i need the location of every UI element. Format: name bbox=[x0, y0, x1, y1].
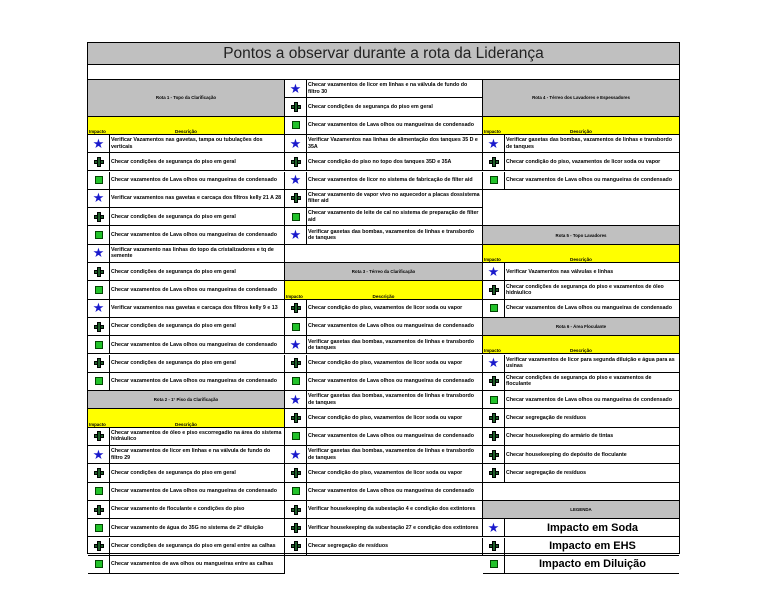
green-square-icon bbox=[292, 213, 300, 221]
item-description: Checar condições de segurança do piso em geral bbox=[111, 360, 236, 367]
green-cross-icon bbox=[489, 468, 499, 478]
star-icon: ★ bbox=[92, 446, 105, 462]
impact-cell bbox=[88, 281, 110, 298]
green-cross-icon bbox=[94, 212, 104, 222]
green-cross-icon bbox=[94, 267, 104, 277]
impact-cell bbox=[483, 464, 505, 481]
checklist-item bbox=[285, 208, 483, 226]
item-description: Checar condições de segurança do piso e vazamentos de floculante bbox=[506, 375, 652, 388]
checklist-item bbox=[88, 519, 285, 537]
item-description: Checar condição do piso, vazamentos de licor soda ou vapor bbox=[308, 469, 463, 476]
green-cross-icon bbox=[489, 285, 499, 295]
checklist-item bbox=[88, 153, 285, 171]
item-description: Checar vazamento de floculante e condições do piso bbox=[111, 506, 245, 513]
green-square-icon bbox=[490, 396, 498, 404]
impact-cell bbox=[285, 172, 307, 189]
item-description: Verificar housekeeping da subestação 4 e condição dos extintores bbox=[308, 506, 476, 513]
checklist-item bbox=[285, 428, 483, 446]
checklist-item bbox=[285, 501, 483, 519]
item-description: Checar vazamentos de Lava olhos ou mangueiras de condensado bbox=[111, 488, 278, 495]
item-description: Checar vazamentos de licor no sistema de fabricação de filter aid bbox=[308, 177, 473, 184]
impact-cell bbox=[88, 373, 110, 390]
section-header: Rota 4 - Térreo dos Lavadores e Espessadores bbox=[483, 80, 679, 117]
star-icon: ★ bbox=[487, 355, 500, 371]
impact-cell bbox=[88, 483, 110, 500]
impact-cell bbox=[285, 483, 307, 500]
checklist-item bbox=[483, 135, 679, 153]
legend-item bbox=[483, 538, 679, 556]
checklist-item bbox=[285, 153, 483, 171]
description-header: Descrição bbox=[570, 348, 592, 354]
column-header-row bbox=[285, 281, 483, 299]
legend-item bbox=[483, 556, 679, 574]
impact-cell bbox=[88, 172, 110, 189]
item-description: Checar condição do piso, vazamentos de licor soda ou vapor bbox=[506, 158, 661, 165]
item-description: Checar vazamentos de ava olhos ou mangueiras entre as calhas bbox=[111, 561, 274, 568]
section-header: Rota 3 - Térreo da Clarificação bbox=[285, 263, 483, 281]
impact-cell bbox=[483, 428, 505, 445]
checklist-item bbox=[285, 483, 483, 501]
checklist-item bbox=[88, 336, 285, 354]
item-description: Verificar Vazamentos nas gavetas, tampa ou tubulações dos verticais bbox=[111, 137, 263, 150]
green-square-icon bbox=[95, 341, 103, 349]
item-description: Checar segregação de resíduos bbox=[506, 469, 587, 476]
item-description: Checar vazamentos de Lava olhos ou mangueiras de condensado bbox=[308, 323, 475, 330]
item-description: Checar housekeeping do armário de tintas bbox=[506, 433, 614, 440]
impact-cell bbox=[88, 226, 110, 243]
checklist-item bbox=[483, 263, 679, 281]
checklist-item bbox=[483, 409, 679, 427]
impact-cell bbox=[88, 135, 110, 152]
item-description: Verificar gaxetas das bombas, vazamentos de linhas e transbordo de tanques bbox=[308, 228, 475, 242]
checklist-item bbox=[88, 172, 285, 190]
star-icon: ★ bbox=[289, 172, 302, 188]
impact-cell bbox=[88, 153, 110, 170]
impact-cell bbox=[88, 263, 110, 280]
legend-label: Impacto em Diluição bbox=[539, 558, 646, 571]
impact-cell bbox=[285, 355, 307, 372]
green-square-icon bbox=[292, 323, 300, 331]
green-cross-icon bbox=[291, 413, 301, 423]
green-cross-icon bbox=[291, 193, 301, 203]
checklist-item bbox=[285, 80, 483, 98]
checklist-item bbox=[88, 226, 285, 244]
checklist-item bbox=[285, 373, 483, 391]
checklist-item bbox=[88, 483, 285, 501]
impact-cell bbox=[483, 355, 505, 372]
checklist-item bbox=[285, 336, 483, 354]
green-square-icon bbox=[95, 377, 103, 385]
item-description: Verificar gaxetas das bombas, vazamentos de linhas e transbordo de tanques bbox=[308, 448, 475, 461]
impact-cell bbox=[285, 409, 307, 426]
impact-cell bbox=[88, 300, 110, 317]
green-cross-icon bbox=[291, 157, 301, 167]
checklist-item bbox=[285, 300, 483, 318]
checklist-item bbox=[88, 428, 285, 446]
green-square-icon bbox=[95, 524, 103, 532]
description-header: Descrição bbox=[175, 128, 197, 134]
checklist-item bbox=[285, 464, 483, 482]
checklist-item bbox=[285, 318, 483, 336]
description-header: Descrição bbox=[570, 256, 592, 262]
checklist-sheet bbox=[87, 42, 680, 571]
impact-cell bbox=[285, 190, 307, 207]
green-cross-icon bbox=[489, 431, 499, 441]
checklist-item bbox=[483, 153, 679, 171]
checklist-item bbox=[88, 245, 285, 263]
green-square-icon bbox=[95, 560, 103, 568]
star-icon: ★ bbox=[92, 300, 105, 316]
item-description: Verificar housekeeping da subestação 27 e condição dos extintores bbox=[308, 524, 479, 531]
checklist-item bbox=[88, 501, 285, 519]
impact-cell bbox=[88, 318, 110, 335]
checklist-item bbox=[483, 428, 679, 446]
impact-cell bbox=[285, 519, 307, 536]
star-icon: ★ bbox=[289, 227, 302, 243]
green-cross-icon bbox=[94, 541, 104, 551]
item-description: Verificar vazamentos nas gavetas e carcaça dos filtros kelly 9 e 13 bbox=[111, 305, 278, 312]
item-description: Checar vazamento de água do 35G no sistema de 2ª diluição bbox=[111, 524, 264, 531]
item-description: Checar condições de segurança do piso em geral entre as calhas bbox=[111, 543, 276, 550]
item-description: Verificar vazamentos de licor para segunda diluição e água para as usinas bbox=[506, 356, 675, 370]
checklist-item bbox=[285, 409, 483, 427]
green-square-icon bbox=[490, 176, 498, 184]
checklist-item bbox=[88, 446, 285, 464]
green-cross-icon bbox=[291, 468, 301, 478]
impact-cell bbox=[285, 300, 307, 317]
item-description: Checar condições de segurança do piso em geral bbox=[111, 469, 236, 476]
star-icon: ★ bbox=[487, 519, 500, 535]
column-header-row bbox=[483, 336, 679, 354]
item-description: Checar vazamentos de Lava olhos ou mangueiras de condensado bbox=[111, 341, 278, 348]
checklist-item bbox=[483, 446, 679, 464]
green-cross-icon bbox=[291, 523, 301, 533]
page-title: Pontos a observar durante a rota da Liderança bbox=[88, 43, 679, 65]
checklist-item bbox=[285, 135, 483, 153]
star-icon: ★ bbox=[487, 135, 500, 151]
green-square-icon bbox=[95, 231, 103, 239]
checklist-item bbox=[285, 226, 483, 244]
empty-cell bbox=[285, 245, 483, 263]
star-icon: ★ bbox=[289, 336, 302, 352]
impact-cell bbox=[88, 208, 110, 225]
column-header-row bbox=[88, 409, 285, 427]
impact-cell bbox=[285, 98, 307, 115]
green-square-icon bbox=[95, 176, 103, 184]
impact-cell bbox=[483, 281, 505, 298]
star-icon: ★ bbox=[289, 135, 302, 151]
item-description: Checar vazamento de vapor vivo no aquecedor a placas dossistema filter aid bbox=[308, 192, 480, 205]
impact-cell bbox=[285, 428, 307, 445]
green-square-icon bbox=[490, 304, 498, 312]
checklist-item bbox=[88, 355, 285, 373]
item-description: Checar vazamentos de Lava olhos ou mangueiras de condensado bbox=[111, 177, 278, 184]
checklist-item bbox=[88, 190, 285, 208]
impact-cell bbox=[483, 153, 505, 170]
empty-cell bbox=[483, 483, 679, 501]
item-description: Checar vazamentos de licor em linhas e na válvula de fundo do filtro 30 bbox=[308, 82, 468, 95]
impact-cell bbox=[483, 538, 505, 555]
legend-label: Impacto em Soda bbox=[546, 521, 639, 534]
title-spacer-band bbox=[88, 65, 679, 80]
checklist-item bbox=[88, 208, 285, 226]
item-description: Checar housekeeping do depósito de floculante bbox=[506, 451, 627, 458]
impact-cell bbox=[88, 556, 110, 573]
green-cross-icon bbox=[94, 505, 104, 515]
checklist-item bbox=[483, 300, 679, 318]
green-cross-icon bbox=[489, 450, 499, 460]
checklist-item bbox=[285, 117, 483, 135]
checklist-item bbox=[88, 318, 285, 336]
green-square-icon bbox=[292, 432, 300, 440]
item-description: Checar vazamentos de Lava olhos ou mangueiras de condensado bbox=[111, 378, 278, 385]
checklist-item bbox=[483, 464, 679, 482]
item-description: Checar condição do piso, vazamentos de licor soda ou vapor bbox=[308, 414, 463, 421]
impact-cell bbox=[88, 336, 110, 353]
item-description: Checar vazamentos de Lava olhos ou mangueiras de condensado bbox=[308, 488, 475, 495]
description-header: Descrição bbox=[175, 421, 197, 427]
green-square-icon bbox=[95, 487, 103, 495]
item-description: Checar condições de segurança do piso em geral bbox=[111, 268, 236, 275]
impact-cell bbox=[483, 172, 505, 189]
item-description: Verificar Vazamentos nas linhas de alimentação dos tanques 35 D e 35A bbox=[308, 137, 478, 150]
item-description: Checar condição do piso, vazamentos de licor soda ou vapor bbox=[308, 360, 463, 367]
column-header-row bbox=[88, 117, 285, 135]
item-description: Verificar vazamento nas linhas do topo da cristalizadores e tq de semente bbox=[111, 247, 274, 260]
green-cross-icon bbox=[94, 468, 104, 478]
impact-cell bbox=[483, 446, 505, 463]
impact-header: Impacto bbox=[484, 128, 501, 134]
green-cross-icon bbox=[94, 431, 104, 441]
checklist-item bbox=[88, 556, 285, 574]
description-header: Descrição bbox=[372, 293, 395, 299]
impact-cell bbox=[285, 391, 307, 408]
green-cross-icon bbox=[94, 157, 104, 167]
checklist-item bbox=[483, 391, 679, 409]
impact-cell bbox=[483, 300, 505, 317]
legend-item bbox=[483, 519, 679, 537]
green-cross-icon bbox=[489, 413, 499, 423]
section-header: Rota 6 - Área Floculante bbox=[483, 318, 679, 336]
item-description: Checar vazamento de leite de cal no sistema de preparação de filter aid bbox=[308, 210, 479, 223]
impact-cell bbox=[88, 464, 110, 481]
item-description: Verificar gaxetas das bombas, vazamentos de linhas e transbordo de tanques bbox=[308, 393, 475, 406]
impact-cell bbox=[88, 245, 110, 262]
green-cross-icon bbox=[291, 303, 301, 313]
impact-cell bbox=[483, 409, 505, 426]
impact-cell bbox=[88, 446, 110, 463]
checklist-item bbox=[88, 281, 285, 299]
star-icon: ★ bbox=[289, 446, 302, 462]
impact-cell bbox=[285, 208, 307, 225]
item-description: Checar segregação de resíduos bbox=[308, 543, 389, 550]
item-description: Checar vazamentos de Lava olhos ou mangueiras de condensado bbox=[111, 286, 278, 293]
impact-header: Impacto bbox=[484, 256, 501, 262]
green-cross-icon bbox=[291, 505, 301, 515]
checklist-item bbox=[285, 446, 483, 464]
star-icon: ★ bbox=[487, 263, 500, 279]
impact-cell bbox=[285, 446, 307, 463]
item-description: Checar vazamentos de óleo e piso escorregadio na área do sistema hidráulico bbox=[111, 430, 282, 443]
checklist-item bbox=[285, 172, 483, 190]
checklist-item bbox=[88, 263, 285, 281]
item-description: Checar condições de segurança do piso e vazamentos de óleo hidráulico bbox=[506, 283, 664, 296]
item-description: Checar vazamentos de Lava olhos ou mangueiras de condensado bbox=[506, 177, 673, 184]
impact-cell bbox=[88, 428, 110, 445]
item-description: Checar vazamentos de Lava olhos ou mangueiras de condensado bbox=[111, 231, 278, 238]
impact-cell bbox=[483, 391, 505, 408]
item-description: Checar condições de segurança do piso em geral bbox=[111, 213, 236, 220]
item-description: Verificar gaxetas das bombas, vazamentos de linhas e transbordo de tanques bbox=[506, 137, 673, 150]
impact-header: Impacto bbox=[484, 348, 501, 354]
green-cross-icon bbox=[291, 358, 301, 368]
impact-cell bbox=[285, 538, 307, 555]
green-square-icon bbox=[292, 121, 300, 129]
green-square-icon bbox=[292, 377, 300, 385]
green-square-icon bbox=[95, 286, 103, 294]
impact-header: Impacto bbox=[286, 293, 303, 299]
impact-cell bbox=[483, 519, 505, 536]
impact-cell bbox=[285, 226, 307, 243]
impact-header: Impacto bbox=[89, 421, 106, 427]
checklist-item bbox=[88, 135, 285, 153]
star-icon: ★ bbox=[289, 80, 302, 96]
impact-cell bbox=[285, 336, 307, 353]
item-description: Checar segregação de resíduos bbox=[506, 414, 587, 421]
impact-cell bbox=[285, 464, 307, 481]
section-header: LEGENDA bbox=[483, 501, 679, 519]
star-icon: ★ bbox=[92, 135, 105, 151]
impact-cell bbox=[88, 519, 110, 536]
item-description: Checar condições de segurança do piso em geral bbox=[111, 158, 236, 165]
checklist-item bbox=[88, 464, 285, 482]
section-header: Rota 5 - Topo Lavadores bbox=[483, 226, 679, 244]
item-description: Verificar vazamentos nas gavetas e carcaça dos filtros kelly 21 A 28 bbox=[111, 195, 282, 202]
checklist-item bbox=[285, 391, 483, 409]
description-header: Descrição bbox=[570, 128, 592, 134]
item-description: Checar vazamentos de Lava olhos ou mangueiras de condensado bbox=[308, 433, 475, 440]
checklist-item bbox=[483, 281, 679, 299]
impact-cell bbox=[88, 538, 110, 555]
checklist-item bbox=[285, 98, 483, 116]
green-cross-icon bbox=[489, 376, 499, 386]
green-cross-icon bbox=[94, 358, 104, 368]
green-square-icon bbox=[490, 560, 498, 568]
checklist-item bbox=[483, 355, 679, 373]
green-square-icon bbox=[292, 487, 300, 495]
item-description: Checar vazamentos de Lava olhos ou mangueiras de condensado bbox=[506, 305, 673, 312]
impact-header: Impacto bbox=[89, 128, 106, 134]
empty-cell bbox=[483, 190, 679, 227]
checklist-item bbox=[483, 172, 679, 190]
impact-cell bbox=[88, 501, 110, 518]
green-cross-icon bbox=[94, 322, 104, 332]
checklist-item bbox=[88, 300, 285, 318]
checklist-item bbox=[88, 538, 285, 556]
item-description: Checar condição do piso no topo dos tanques 35D e 35A bbox=[308, 158, 452, 165]
impact-cell bbox=[285, 373, 307, 390]
checklist-item bbox=[483, 373, 679, 391]
impact-cell bbox=[285, 153, 307, 170]
impact-cell bbox=[483, 263, 505, 280]
item-description: Verificar gaxetas das bombas, vazamentos de linhas e transbordo de tanques bbox=[308, 338, 475, 351]
green-cross-icon bbox=[291, 102, 301, 112]
star-icon: ★ bbox=[92, 190, 105, 206]
impact-cell bbox=[88, 190, 110, 207]
star-icon: ★ bbox=[289, 391, 302, 407]
impact-cell bbox=[483, 373, 505, 390]
section-header: Rota 2 - 1° Piso da Clarificação bbox=[88, 391, 285, 409]
impact-cell bbox=[285, 501, 307, 518]
star-icon: ★ bbox=[92, 245, 105, 261]
impact-cell bbox=[483, 135, 505, 152]
impact-cell bbox=[285, 135, 307, 152]
impact-cell bbox=[285, 117, 307, 134]
item-description: Checar condições de segurança do piso em geral bbox=[308, 103, 433, 110]
checklist-item bbox=[285, 519, 483, 537]
legend-label: Impacto em EHS bbox=[549, 540, 636, 553]
checklist-item bbox=[285, 355, 483, 373]
item-description: Checar vazamentos de Lava olhos ou mangueiras de condensado bbox=[308, 122, 475, 129]
column-header-row bbox=[483, 117, 679, 135]
checklist-item bbox=[88, 373, 285, 391]
section-header: Rota 1 - Topo da Clarificação bbox=[88, 80, 285, 117]
checklist-item bbox=[285, 538, 483, 556]
item-description: Verificar Vazamentos nas válvulas e linhas bbox=[506, 268, 614, 275]
item-description: Checar condição do piso, vazamentos de licor soda ou vapor bbox=[308, 305, 463, 312]
item-description: Checar vazamentos de licor em linhas e na válvula de fundo do filtro 29 bbox=[111, 448, 271, 461]
green-cross-icon bbox=[291, 541, 301, 551]
item-description: Checar vazamentos de Lava olhos ou mangueiras de condensado bbox=[506, 396, 673, 403]
green-cross-icon bbox=[489, 541, 499, 551]
item-description: Checar condições de segurança do piso em geral bbox=[111, 323, 236, 330]
impact-cell bbox=[88, 355, 110, 372]
green-cross-icon bbox=[489, 157, 499, 167]
item-description: Checar vazamentos de Lava olhos ou mangueiras de condensado bbox=[308, 378, 475, 385]
impact-cell bbox=[285, 318, 307, 335]
column-header-row bbox=[483, 245, 679, 263]
impact-cell bbox=[285, 80, 307, 97]
checklist-item bbox=[285, 190, 483, 208]
impact-cell bbox=[483, 556, 505, 573]
